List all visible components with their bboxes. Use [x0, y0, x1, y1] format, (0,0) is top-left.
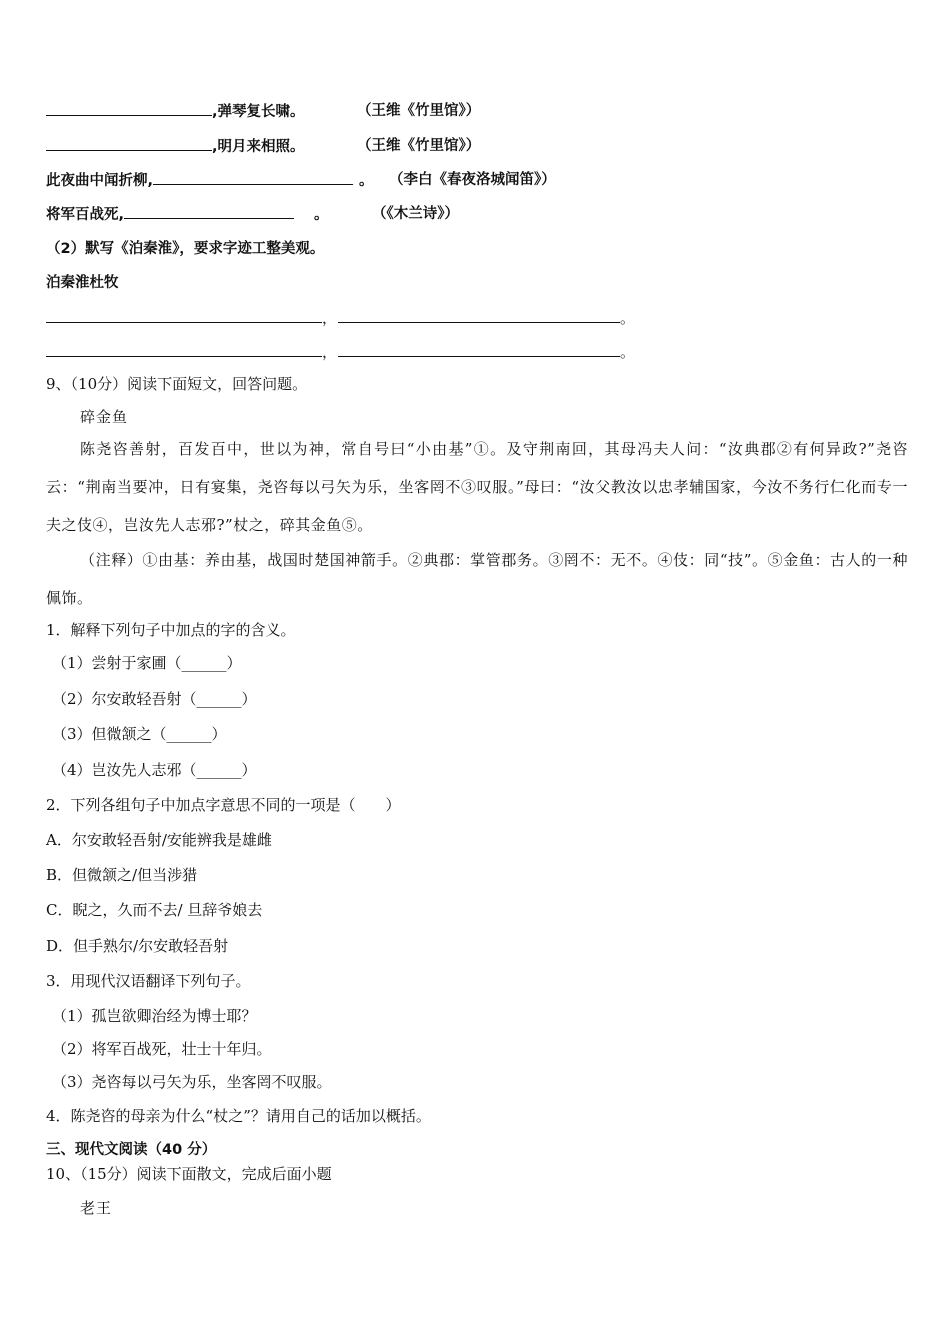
q10-passage-title: 老王: [80, 1199, 113, 1217]
passage-text: 陈尧咨善射，百发百中，世以为神，常自号曰“小由基”①。及守荆南回，其母冯夫人问：“汝典郡②有何异政?”尧咨云：“荆南当要冲，日有宴集，尧咨每以弓矢为乐，坐客罔不③叹服。”母曰：“汝父教汝以忠孝辅国家，今汝不务行仁化而专一夫之伎④，岂汝先人志邪?”杖之，碎其金鱼⑤。: [46, 440, 908, 534]
source-citation: （王维《竹里馆》）: [357, 103, 481, 119]
option-a[interactable]: A．尔安敢轻吾射/安能辨我是雄雌: [46, 831, 272, 849]
option-b[interactable]: B．但微颔之/但当涉猎: [46, 866, 198, 884]
q9-sub1-item-3: （3）但微颔之（______）: [52, 725, 227, 743]
q9-sub3: 3．用现代汉语翻译下列句子。: [46, 972, 251, 990]
fill-line-1: ,弹琴复长啸。 （王维《竹里馆》）: [46, 101, 305, 122]
answer-blank[interactable]: [46, 136, 212, 151]
option-c[interactable]: C．睨之，久而不去/ 旦辞爷娘去: [46, 901, 263, 919]
section-3-heading: 三、现代文阅读（40 分）: [46, 1142, 217, 1158]
q9-sub1-item-2: （2）尔安敢轻吾射（______）: [52, 690, 257, 708]
q9-sub1-item-4: （4）岂汝先人志邪（______）: [52, 761, 257, 779]
answer-blank[interactable]: [46, 308, 322, 323]
answer-blank[interactable]: [338, 308, 620, 323]
answer-blank[interactable]: [46, 342, 322, 357]
q9-sub1: 1．解释下列句子中加点的字的含义。: [46, 621, 296, 639]
poem-line-1: ， 。: [46, 308, 635, 328]
q9-sub3-item-3: （3）尧咨每以弓矢为乐，坐客罔不叹服。: [52, 1073, 332, 1091]
q9-sub2: 2．下列各组句子中加点字意思不同的一项是（ ）: [46, 796, 401, 814]
q9-sub3-item-2: （2）将军百战死，壮士十年归。: [52, 1040, 272, 1058]
poem-title: 泊秦淮杜牧: [46, 275, 119, 291]
source-citation: （王维《竹里馆》）: [357, 138, 481, 154]
passage-notes: （注释）①由基：养由基，战国时楚国神箭手。②典郡：掌管郡务。③罔不：无不。④伎：同“技”。⑤金鱼：古人的一种佩饰。: [46, 551, 908, 607]
q9-sub1-item-1: （1）尝射于家圃（______）: [52, 654, 242, 672]
source-citation: （李白《春夜洛城闻笛》）: [389, 172, 556, 188]
q9-sub4: 4．陈尧咨的母亲为什么“杖之”？请用自己的话加以概括。: [46, 1107, 431, 1125]
task-2-instruction: （2）默写《泊秦淮》，要求字迹工整美观。: [46, 241, 325, 257]
answer-blank[interactable]: [338, 342, 620, 357]
fill-line-3: 此夜曲中闻折柳, 。 （李白《春夜洛城闻笛》）: [46, 172, 556, 189]
source-citation: （《木兰诗》）: [372, 206, 459, 222]
q9-sub3-item-1: （1）孤岂欲卿治经为博士耶？: [52, 1007, 257, 1025]
passage-title: 碎金鱼: [80, 408, 129, 426]
option-d[interactable]: D．但手熟尔/尔安敢轻吾射: [46, 937, 229, 955]
answer-blank[interactable]: [46, 101, 212, 116]
fill-line-4: 将军百战死, 。 （《木兰诗》）: [46, 206, 459, 223]
answer-blank[interactable]: [124, 204, 294, 219]
poem-line-2: ， 。: [46, 342, 635, 362]
q9-header: 9、（10分）阅读下面短文，回答问题。: [46, 375, 308, 393]
q10-header: 10、（15分）阅读下面散文，完成后面小题: [46, 1165, 332, 1183]
fill-line-2: ,明月来相照。 （王维《竹里馆》）: [46, 136, 305, 157]
answer-blank[interactable]: [153, 170, 353, 185]
